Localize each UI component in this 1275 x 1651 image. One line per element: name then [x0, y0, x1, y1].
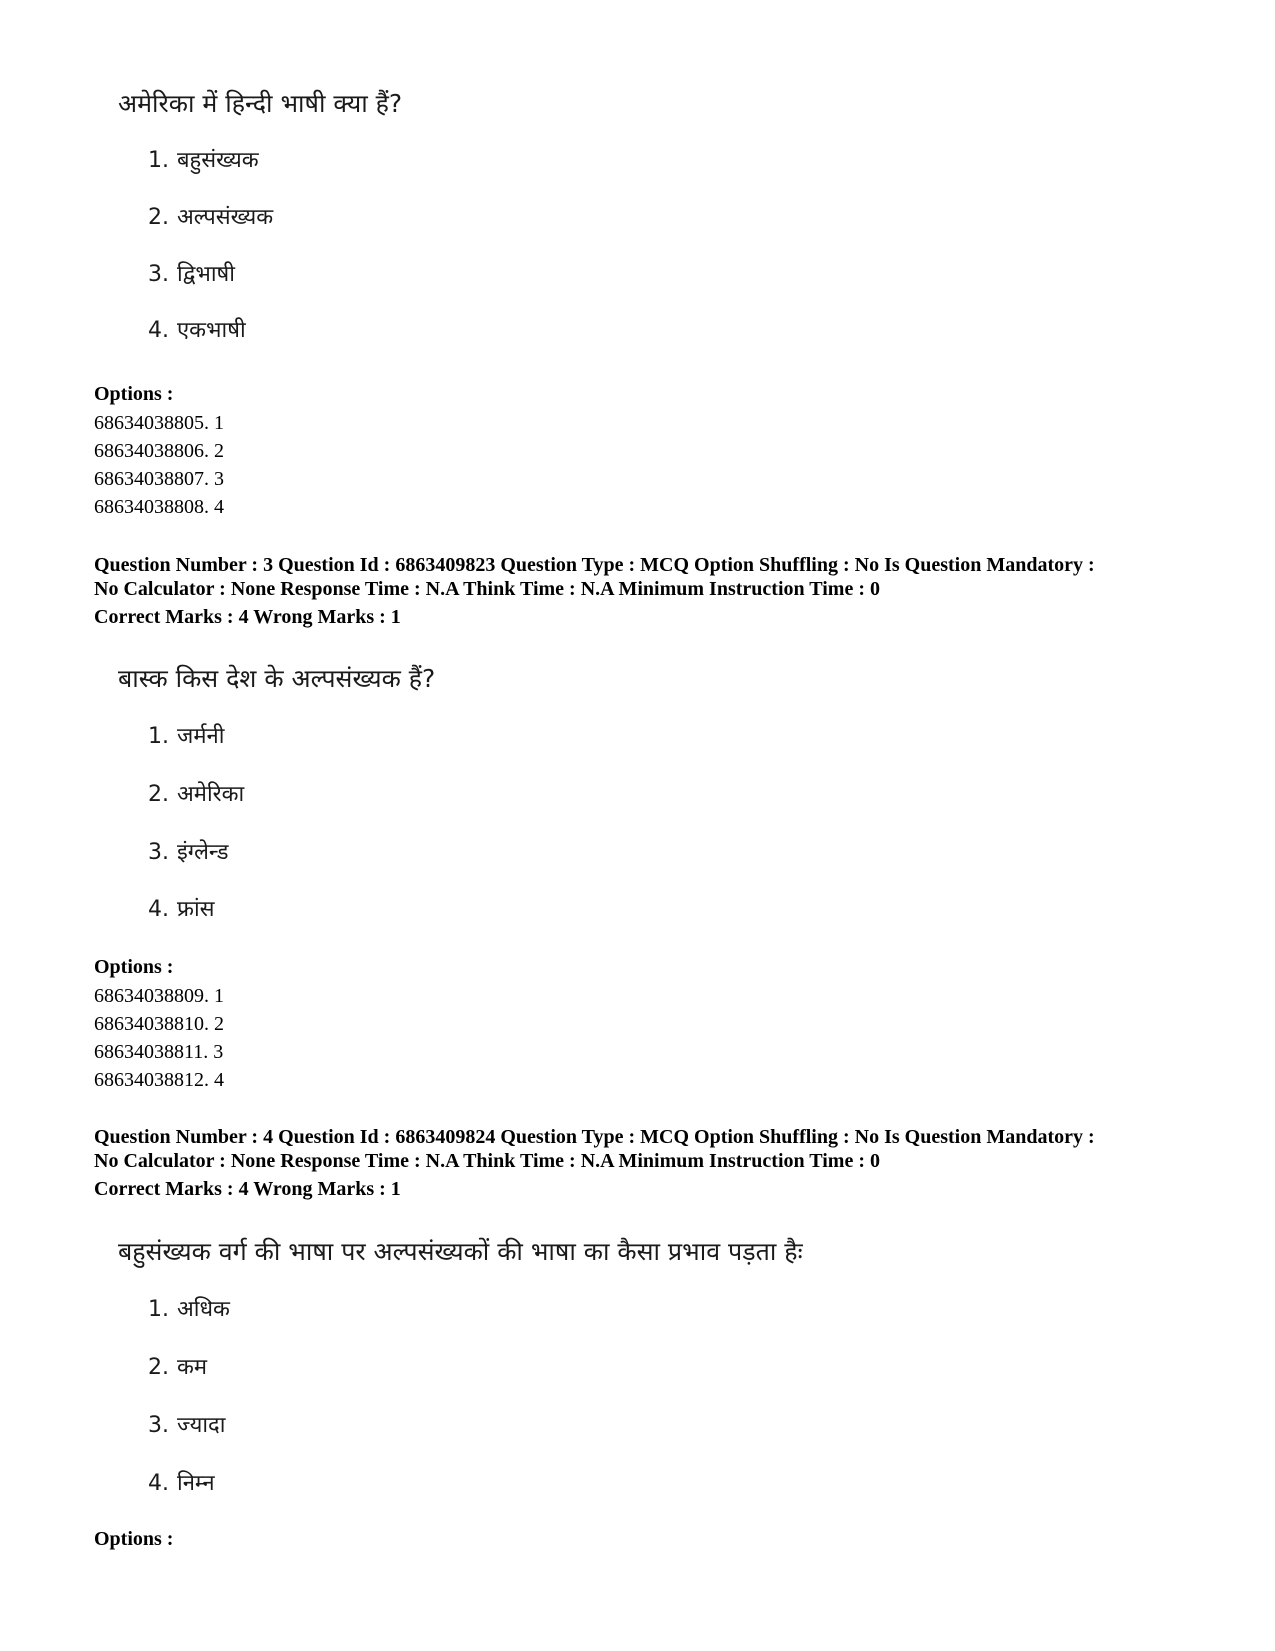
choice-1-3: [148, 258, 235, 288]
question-marks: Correct Marks : 4 Wrong Marks : 1: [94, 1178, 401, 1200]
options-heading-1: Options :: [94, 383, 174, 405]
option-id-line: 68634038806. 2: [94, 440, 224, 462]
option-id-line: 68634038812. 4: [94, 1069, 224, 1091]
choice-number: 3.: [148, 1413, 169, 1438]
choice-text: कम: [177, 1355, 208, 1380]
choice-3-1: [148, 720, 224, 750]
choice-text: ज्यादा: [177, 1413, 226, 1438]
choice-1-2: [148, 201, 273, 231]
choice-number: 4.: [148, 897, 169, 922]
options-heading-3: Options :: [94, 956, 174, 978]
question-meta-line-1: Question Number : 4 Question Id : 6863409824 Question Type : MCQ Option Shuffling : No Is Question Mandatory :: [94, 1126, 1095, 1148]
option-id-line: 68634038811. 3: [94, 1041, 224, 1063]
choice-number: 1.: [148, 148, 169, 173]
choice-3-3: [148, 836, 229, 866]
choice-3-4: [148, 893, 215, 923]
question-text-4: बहुसंख्यक वर्ग की भाषा पर अल्पसंख्यकों की भाषा का कैसा प्रभाव पड़ता हैः: [118, 1237, 803, 1266]
question-text-1: अमेरिका में हिन्दी भाषी क्या हैं?: [118, 89, 403, 118]
option-id-line: 68634038808. 4: [94, 496, 224, 518]
choice-text: द्विभाषी: [177, 262, 235, 287]
choice-4-4: [148, 1467, 215, 1497]
choice-text: इंग्लेन्ड: [177, 840, 229, 865]
choice-text: अधिक: [177, 1297, 230, 1322]
choice-number: 2.: [148, 1355, 169, 1380]
choice-text: फ्रांस: [177, 897, 215, 922]
choice-text: अल्पसंख्यक: [177, 205, 274, 230]
choice-number: 3.: [148, 262, 169, 287]
question-marks: Correct Marks : 4 Wrong Marks : 1: [94, 606, 401, 628]
choice-number: 3.: [148, 840, 169, 865]
option-id-line: 68634038809. 1: [94, 985, 224, 1007]
choice-1-1: [148, 144, 259, 174]
choice-text: अमेरिका: [177, 782, 245, 807]
choice-text: निम्न: [177, 1471, 215, 1496]
question-meta-line-1: Question Number : 3 Question Id : 6863409823 Question Type : MCQ Option Shuffling : No Is Question Mandatory :: [94, 554, 1095, 576]
choice-3-2: [148, 778, 244, 808]
options-heading-4: Options :: [94, 1528, 174, 1550]
choice-4-1: [148, 1293, 230, 1323]
choice-number: 4.: [148, 318, 169, 343]
choice-text: बहुसंख्यक: [177, 148, 259, 173]
option-id-line: 68634038807. 3: [94, 468, 224, 490]
choice-number: 4.: [148, 1471, 169, 1496]
question-text-3: बास्क किस देश के अल्पसंख्यक हैं?: [118, 664, 436, 693]
choice-number: 2.: [148, 782, 169, 807]
choice-1-4: [148, 314, 246, 344]
choice-number: 2.: [148, 205, 169, 230]
question-meta-line-2: No Calculator : None Response Time : N.A Think Time : N.A Minimum Instruction Time : 0: [94, 578, 880, 600]
choice-number: 1.: [148, 1297, 169, 1322]
option-id-line: 68634038810. 2: [94, 1013, 224, 1035]
choice-4-2: [148, 1351, 207, 1381]
choice-4-3: [148, 1409, 225, 1439]
question-meta-line-2: No Calculator : None Response Time : N.A Think Time : N.A Minimum Instruction Time : 0: [94, 1150, 880, 1172]
choice-number: 1.: [148, 724, 169, 749]
choice-text: एकभाषी: [177, 318, 246, 343]
option-id-line: 68634038805. 1: [94, 412, 224, 434]
choice-text: जर्मनी: [177, 724, 225, 749]
